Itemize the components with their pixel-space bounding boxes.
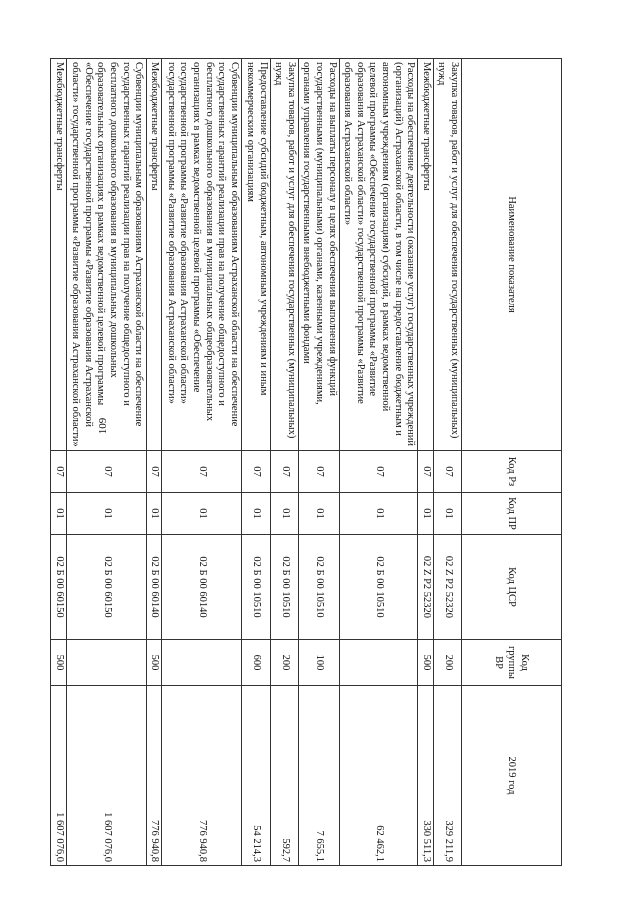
cell-csr: 02 Б 00 10510 [298, 535, 339, 640]
cell-pr: 01 [433, 493, 461, 535]
cell-rz: 07 [298, 451, 339, 493]
table-header-row [462, 59, 562, 866]
header-csr: Код ЦСР [462, 535, 562, 640]
cell-rz: 07 [66, 451, 146, 493]
cell-name: Предоставление субсидий бюджетным, автономным учреждениям и иным некоммерческим организациям [242, 59, 270, 451]
cell-csr: 02 Б 00 10510 [339, 535, 418, 640]
cell-rz: 07 [339, 451, 418, 493]
cell-vr: 500 [418, 640, 434, 686]
cell-rz: 07 [270, 451, 298, 493]
cell-name: Субвенции муниципальным образованиям Астраханской области на обеспечение государственных гарантий реализации прав на получение общедоступного и бесплатного дошкольного образования в муниципальных общеобразовательных организациях в рамках ведомственной целевой программы «Обеспечение государственной программы «Развитие образования Астраханской области» государственной программы «Развитие образования Астраханской области» [162, 59, 242, 451]
cell-pr: 01 [339, 493, 418, 535]
table-row [298, 59, 339, 866]
header-vr: Код группы ВР [462, 640, 562, 686]
cell-vr [339, 640, 418, 686]
cell-rz: 07 [146, 451, 162, 493]
table-row [339, 59, 418, 866]
cell-pr: 01 [146, 493, 162, 535]
cell-pr: 01 [298, 493, 339, 535]
cell-vr [162, 640, 242, 686]
cell-csr: 02 Б 00 60150 [66, 535, 146, 640]
cell-amount: 330 511,3 [418, 686, 434, 866]
cell-vr: 600 [242, 640, 270, 686]
cell-pr: 01 [66, 493, 146, 535]
cell-csr: 02 Б 00 10510 [270, 535, 298, 640]
cell-vr: 100 [298, 640, 339, 686]
cell-name: Закупка товаров, работ и услуг для обеспечения государственных (муниципальных) нужд [270, 59, 298, 451]
cell-amount: 1 607 076,0 [66, 686, 146, 866]
table-row [66, 59, 146, 866]
cell-rz: 07 [418, 451, 434, 493]
header-pr: Код ПР [462, 493, 562, 535]
cell-vr [66, 640, 146, 686]
cell-pr: 01 [51, 493, 67, 535]
cell-csr: 02 Z P2 52320 [418, 535, 434, 640]
cell-amount: 592,7 [270, 686, 298, 866]
cell-csr: 02 Б 00 60140 [162, 535, 242, 640]
cell-amount: 54 214,3 [242, 686, 270, 866]
cell-amount: 7 655,1 [298, 686, 339, 866]
cell-rz: 07 [242, 451, 270, 493]
budget-table [50, 58, 562, 866]
cell-amount: 1 607 076,0 [51, 686, 67, 866]
cell-vr: 200 [433, 640, 461, 686]
cell-pr: 01 [418, 493, 434, 535]
cell-vr: 500 [51, 640, 67, 686]
cell-name: Межбюджетные трансферты [146, 59, 162, 451]
table-row [146, 59, 162, 866]
header-amount: 2019 год [462, 686, 562, 866]
cell-rz: 07 [433, 451, 461, 493]
cell-rz: 07 [51, 451, 67, 493]
cell-csr: 02 Б 00 60150 [51, 535, 67, 640]
cell-pr: 01 [270, 493, 298, 535]
cell-amount: 329 211,9 [433, 686, 461, 866]
cell-name: Расходы на выплаты персоналу в целях обеспечения выполнения функций государственными (муниципальными) органами, казенными учреждениями, органами управления государственными внебюджетными фондами [298, 59, 339, 451]
table-row [418, 59, 434, 866]
table-row [162, 59, 242, 866]
cell-amount: 776 940,8 [162, 686, 242, 866]
cell-pr: 01 [162, 493, 242, 535]
cell-amount: 62 462,1 [339, 686, 418, 866]
page-number: 109 [97, 417, 109, 435]
table-row [270, 59, 298, 866]
cell-pr: 01 [242, 493, 270, 535]
table-row [51, 59, 67, 866]
cell-csr: 02 Б 00 10510 [242, 535, 270, 640]
header-rz: Код Рз [462, 451, 562, 493]
cell-amount: 776 940,8 [146, 686, 162, 866]
cell-name: Межбюджетные трансферты [418, 59, 434, 451]
cell-name: Межбюджетные трансферты [51, 59, 67, 451]
cell-name: Субвенции муниципальным образованиям Астраханской области на обеспечение государственных гарантий реализации прав на получение общедоступного и бесплатного дошкольного образования в муниципальных дошкольных образовательных организациях в рамках ведомственной целевой программы «Обеспечение государственной программы «Развитие образования Астраханской области» государственной программы «Развитие образования Астраханской области» [66, 59, 146, 451]
cell-name: Закупка товаров, работ и услуг для обеспечения государственных (муниципальных) нужд [433, 59, 461, 451]
header-name: Наименование показателя [462, 59, 562, 451]
cell-csr: 02 Z P2 52320 [433, 535, 461, 640]
cell-vr: 200 [270, 640, 298, 686]
table-row [242, 59, 270, 866]
cell-name: Расходы на обеспечение деятельности (оказание услуг) государственных учреждений (организаций) Астраханской области, в том числе на предоставление бюджетным и автономным учреждениям (организациям) субсидий, в рамках ведомственной целевой программы «Обеспечение государственной программы «Развитие образования Астраханской области» государственной программы «Развитие образования Астраханской области» [339, 59, 418, 451]
cell-vr: 500 [146, 640, 162, 686]
table-row [433, 59, 461, 866]
cell-rz: 07 [162, 451, 242, 493]
cell-csr: 02 Б 00 60140 [146, 535, 162, 640]
